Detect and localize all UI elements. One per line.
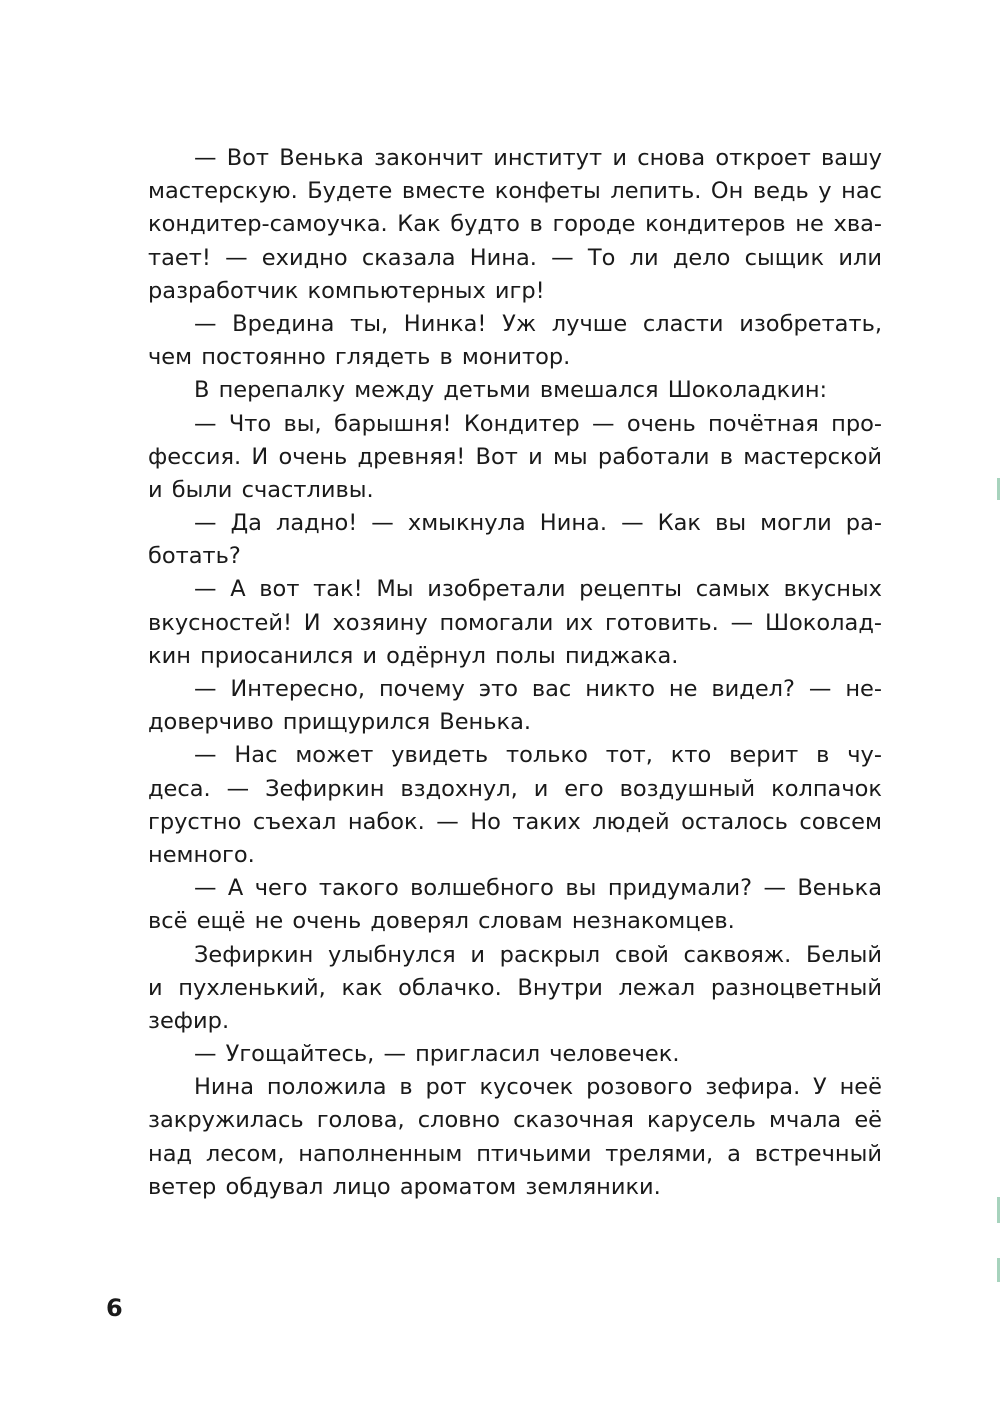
page-number: 6: [106, 1294, 123, 1322]
text-line: вкусностей! И хозяину помогали их готовить. — Шоколад-: [148, 609, 882, 636]
text-line: тает! — ехидно сказала Нина. — То ли дело сыщик или: [148, 244, 882, 271]
text-line: — Нас может увидеть только тот, кто верит в чу-: [194, 742, 882, 769]
text-line: Зефиркин улыбнулся и раскрыл свой саквояж. Белый: [194, 941, 882, 968]
text-line: фессия. И очень древняя! Вот и мы работали в мастерской: [148, 443, 882, 470]
text-line: — Угощайтесь, — пригласил человечек.: [194, 1041, 680, 1068]
text-line: чем постоянно глядеть в монитор.: [148, 344, 571, 371]
text-line: — А чего такого волшебного вы придумали? — Венька: [194, 875, 882, 902]
text-line: доверчиво прищурился Венька.: [148, 709, 532, 736]
text-line: мастерскую. Будете вместе конфеты лепить. Он ведь у нас: [148, 178, 882, 205]
text-line: — Вредина ты, Нинка! Уж лучше сласти изобретать,: [194, 310, 882, 337]
text-line: и были счастливы.: [148, 476, 374, 503]
text-line: — Да ладно! — хмыкнула Нина. — Как вы могли ра-: [194, 510, 882, 537]
text-line: всё ещё не очень доверял словам незнакомцев.: [148, 908, 735, 935]
text-line: — Интересно, почему это вас никто не видел? — не-: [194, 676, 882, 702]
text-line: над лесом, наполненным птичьими трелями, а встречный: [148, 1140, 882, 1167]
text-line: — Вот Венька закончит институт и снова откроет вашу: [194, 145, 882, 171]
text-line: Нина положила в рот кусочек розового зефира. У неё: [194, 1074, 882, 1101]
text-line: немного.: [148, 841, 255, 868]
body-text: [148, 142, 882, 1204]
text-line: ботать?: [148, 543, 241, 570]
text-line: кин приосанился и одёрнул полы пиджака.: [148, 642, 679, 669]
text-line: деса. — Зефиркин вздохнул, и его воздушный колпачок: [148, 775, 882, 802]
text-line: разработчик компьютерных игр!: [148, 277, 545, 304]
text-line: закружилась голова, словно сказочная карусель мчала её: [148, 1107, 882, 1134]
text-line: ветер обдувал лицо ароматом земляники.: [148, 1173, 661, 1200]
text-line: грустно съехал набок. — Но таких людей осталось совсем: [148, 808, 882, 835]
text-line: зефир.: [148, 1007, 230, 1034]
text-line: В перепалку между детьми вмешался Шоколадкин:: [194, 377, 828, 404]
text-line: — А вот так! Мы изобретали рецепты самых вкусных: [194, 576, 882, 603]
text-line: и пухленький, как облачко. Внутри лежал разноцветный: [148, 974, 882, 1001]
text-line: кондитер-самоучка. Как будто в городе кондитеров не хва-: [148, 211, 882, 238]
text-line: — Что вы, барышня! Кондитер — очень почётная про-: [194, 410, 882, 437]
